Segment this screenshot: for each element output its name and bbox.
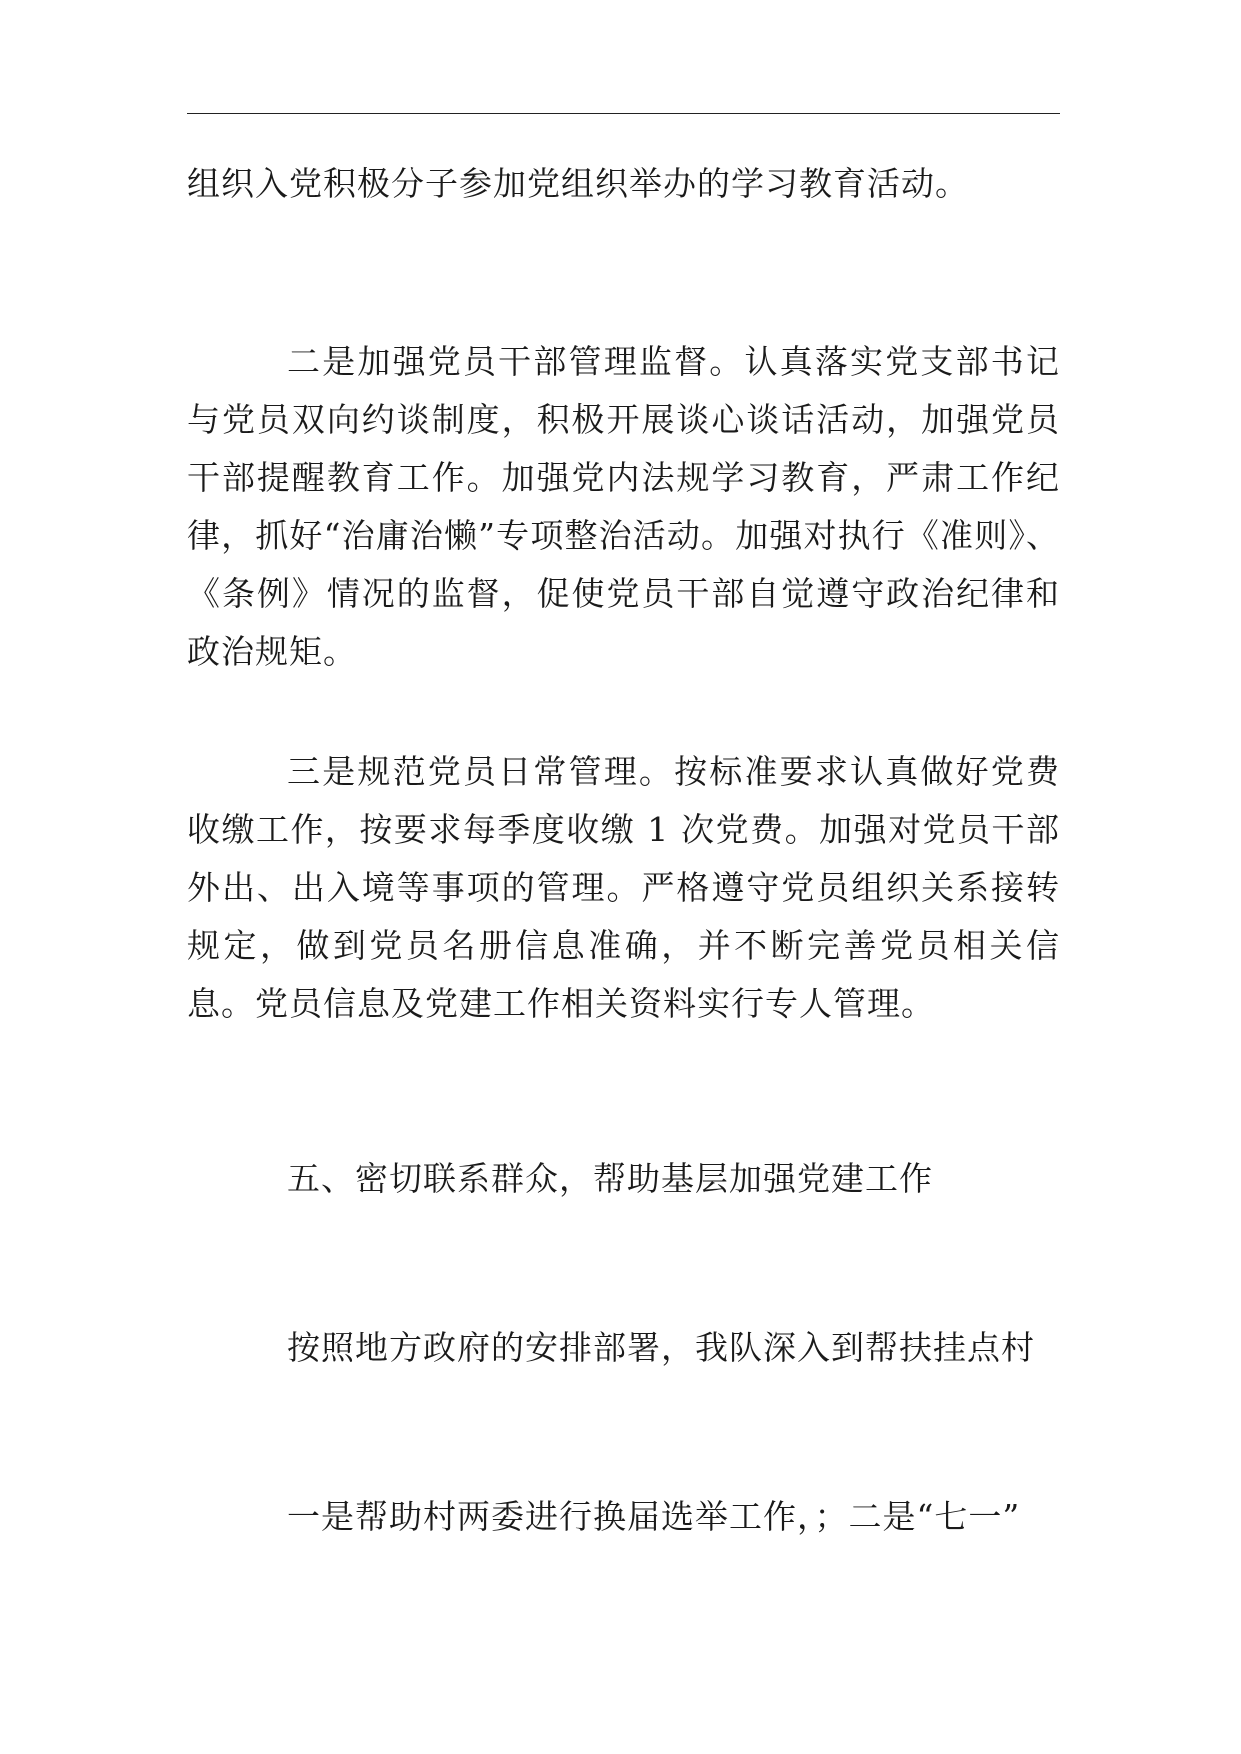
header-rule	[187, 113, 1060, 114]
paragraph-government-arrangement: 按照地方政府的安排部署，我队深入到帮扶挂点村	[287, 1328, 1035, 1367]
section-heading-five: 五、密切联系群众，帮助基层加强党建工作	[287, 1159, 933, 1198]
paragraph-party-cadre-supervision: 二是加强党员干部管理监督。认真落实党支部书记与党员双向约谈制度，积极开展谈心谈话活动，加强党员干部提醒教育工作。加强党内法规学习教育，严肃工作纪律，抓好“治庸治懒”专项整治活动。加强对执行《准则》、《条例》情况的监督，促使党员干部自觉遵守政治纪律和政治规矩。	[187, 342, 1060, 671]
paragraph-village-election: 一是帮助村两委进行换届选举工作，；二是“七一”	[287, 1497, 1021, 1536]
paragraph-continuation: 组织入党积极分子参加党组织举办的学习教育活动。	[187, 164, 969, 203]
paragraph-daily-management: 三是规范党员日常管理。按标准要求认真做好党费收缴工作，按要求每季度收缴 1 次党费。加强对党员干部外出、出入境等事项的管理。严格遵守党员组织关系接转规定，做到党员名册信息准确，并不断完善党员相关信息。党员信息及党建工作相关资料实行专人管理。	[187, 752, 1060, 1023]
